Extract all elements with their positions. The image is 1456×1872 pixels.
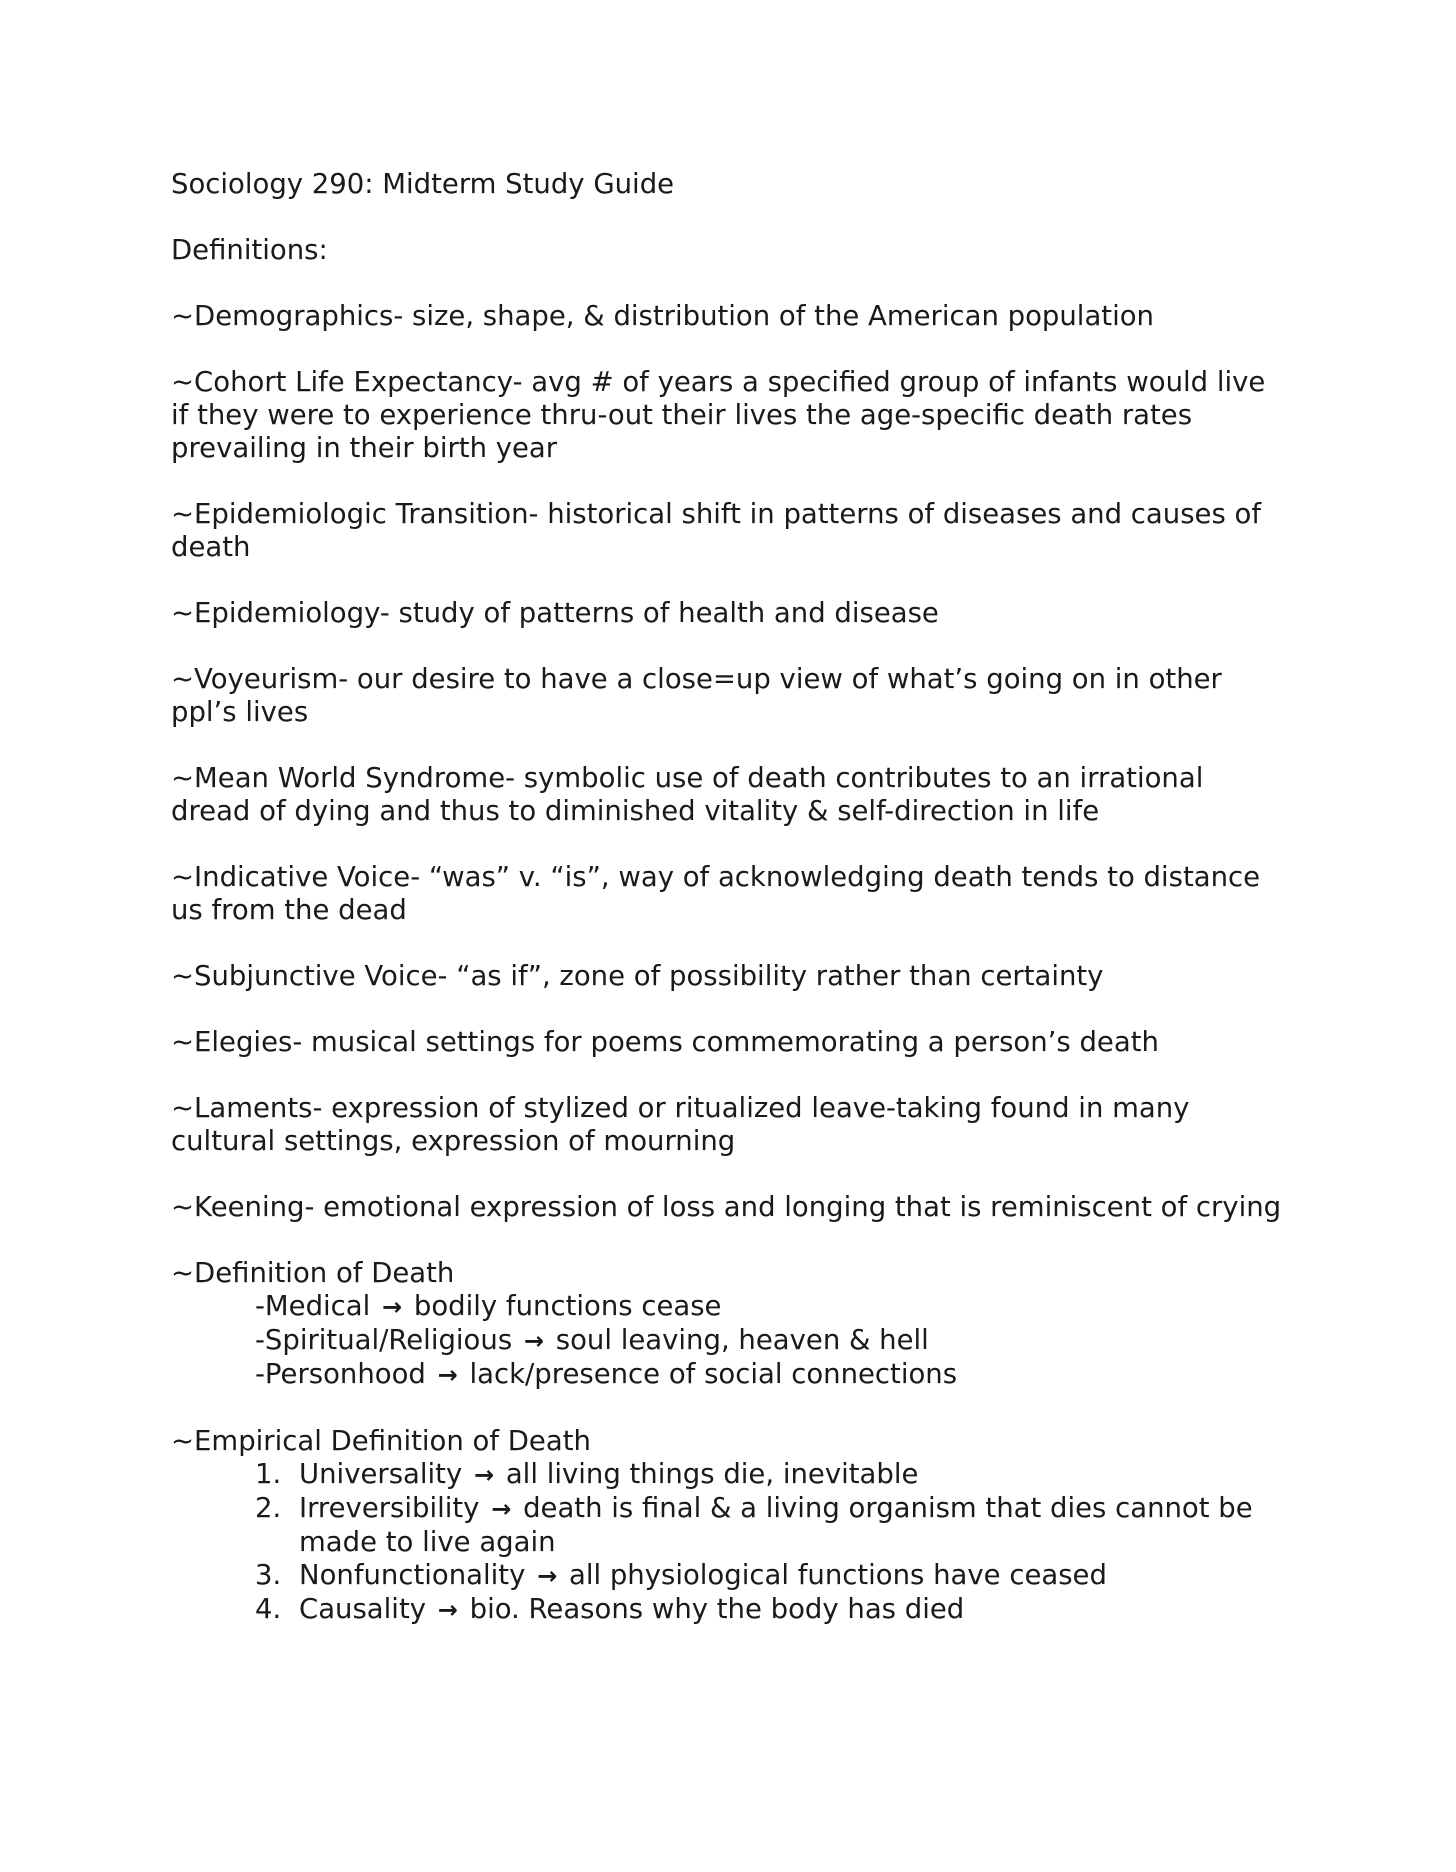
definition-laments: ~Laments- expression of stylized or ritualized leave-taking found in many cultural settings, expression of mourning [171,1092,1190,1157]
list-item-desc: bodily functions cease [413,1290,722,1322]
definition-of-death-block [171,1257,1291,1392]
list-item [255,1290,1291,1324]
list-item-desc: all living things die, inevitable [505,1458,919,1490]
list-item-term: -Spiritual/Religious [255,1324,513,1356]
document-body [171,168,1291,1660]
list-item [171,1458,1291,1492]
list-item-number: 1. [255,1458,282,1490]
empirical-definition-block [171,1425,1291,1627]
empirical-definition-list [171,1458,1291,1627]
list-item-desc: all physiological functions have ceased [568,1559,1107,1591]
definition-mean-world-syndrome: ~Mean World Syndrome- symbolic use of death contributes to an irrational dread of dying and thus to diminished vitality & self-direction in life [171,762,1204,827]
document-title: Sociology 290: Midterm Study Guide [171,168,675,200]
list-item [255,1324,1291,1358]
definition-voyeurism: ~Voyeurism- our desire to have a close=up view of what’s going on in other ppl’s lives [171,663,1222,728]
definition-cohort-life-expectancy: ~Cohort Life Expectancy- avg # of years a specified group of infants would live if they were to experience thru-out their lives the age-specific death rates prevailing in their birth year [171,366,1266,464]
list-item-term: Irreversibility [299,1492,480,1524]
list-item-term: -Medical [255,1290,371,1322]
list-item-desc: lack/presence of social connections [469,1358,958,1390]
list-item-desc: bio. Reasons why the body has died [469,1593,965,1625]
definition-demographics: ~Demographics- size, shape, & distribution of the American population [171,300,1154,332]
right-arrow-icon: → [437,1596,458,1624]
list-item-desc: death is final & a living organism that dies cannot be made to live again [299,1492,1253,1558]
list-item-term: Nonfunctionality [299,1559,526,1591]
list-item-term: Universality [299,1458,463,1490]
list-item-number: 2. [255,1492,282,1524]
right-arrow-icon: → [382,1293,403,1321]
right-arrow-icon: → [473,1461,495,1489]
list-item [255,1358,1291,1392]
right-arrow-icon: → [437,1361,458,1389]
definition-epidemiology: ~Epidemiology- study of patterns of health and disease [171,597,939,629]
right-arrow-icon: → [523,1327,545,1355]
definition-indicative-voice: ~Indicative Voice- “was” v. “is”, way of acknowledging death tends to distance us from the dead [171,861,1261,926]
right-arrow-icon: → [537,1562,558,1590]
list-item [171,1492,1291,1559]
definition-keening: ~Keening- emotional expression of loss and longing that is reminiscent of crying [171,1191,1282,1223]
list-item-number: 4. [255,1593,282,1625]
section-heading: Definitions: [171,234,328,266]
list-item-term: Causality [299,1593,426,1625]
definition-elegies: ~Elegies- musical settings for poems commemorating a person’s death [171,1026,1159,1058]
definition-of-death-list [171,1290,1291,1392]
right-arrow-icon: → [491,1495,512,1523]
list-item [171,1559,1291,1593]
definition-subjunctive-voice: ~Subjunctive Voice- “as if”, zone of possibility rather than certainty [171,960,1104,992]
list-item-number: 3. [255,1559,282,1591]
list-item [171,1593,1291,1627]
definition-of-death-heading: ~Definition of Death [171,1257,455,1289]
empirical-definition-heading: ~Empirical Definition of Death [171,1425,591,1457]
list-item-desc: soul leaving, heaven & hell [555,1324,929,1356]
list-item-term: -Personhood [255,1358,426,1390]
definition-epidemiologic-transition: ~Epidemiologic Transition- historical shift in patterns of diseases and causes of death [171,498,1262,563]
